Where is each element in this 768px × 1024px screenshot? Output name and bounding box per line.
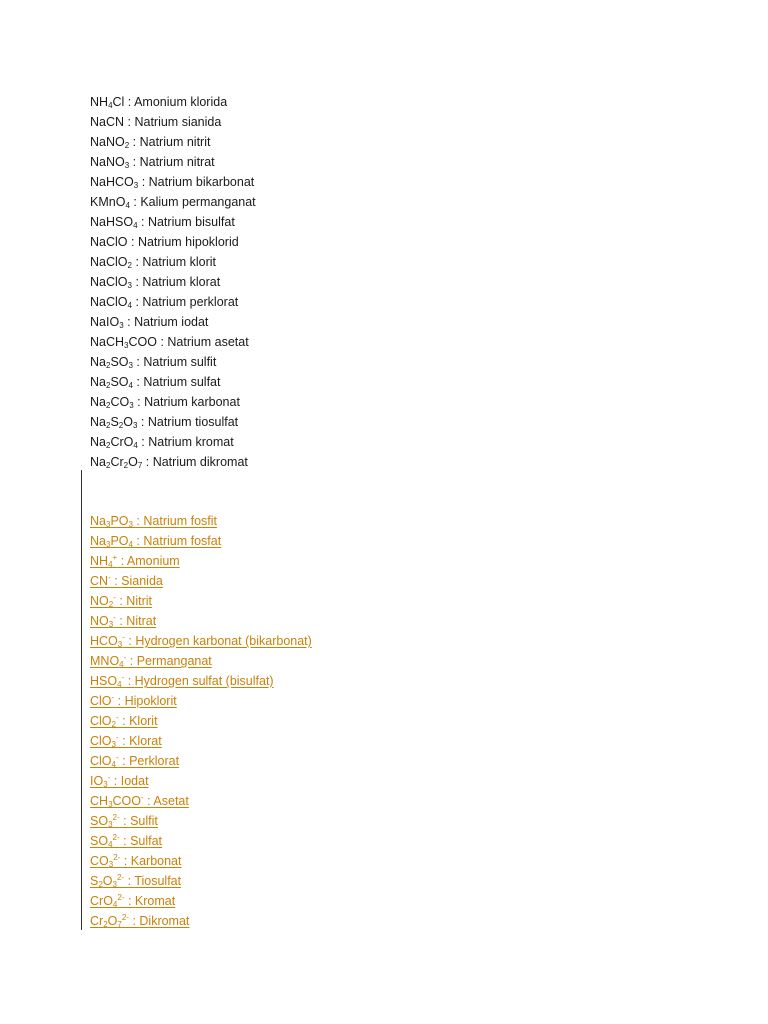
chemical-formula [90,295,132,309]
chemical-formula [90,694,114,708]
superscript: 2- [113,853,121,862]
chemical-formula [90,415,137,429]
compound-name: Sianida [121,574,163,588]
formula-text: Cr [110,455,124,469]
compound-name: Dikromat [139,914,190,928]
formula-text: Cr [90,914,104,928]
subscript: 3 [105,540,111,549]
compound-name: Natrium fosfit [143,514,218,528]
formula-text: HCO [90,634,118,648]
change-bar [81,470,82,930]
formula-text: ClO [90,734,112,748]
compound-name: Klorat [129,734,162,748]
chemical-formula [90,874,124,888]
subscript: 2 [108,600,114,609]
separator: : [124,874,135,888]
chemical-formula [90,255,132,269]
compound-name: Natrium dikromat [152,455,248,469]
chemical-formula [90,215,138,229]
separator: : [129,155,140,169]
formula-text: O [123,415,133,429]
separator: : [128,914,140,928]
separator: : [124,634,136,648]
separator: : [129,135,140,149]
subscript: 3 [108,620,114,629]
chemical-formula [90,175,138,189]
subscript: 4 [128,540,133,549]
compound-row [90,112,256,132]
subscript: 3 [103,780,108,789]
chemical-formula [90,335,157,349]
ion-row [90,691,312,711]
subscript: 3 [105,520,111,529]
separator: : [132,375,144,389]
separator: : [117,554,127,568]
subscript: 3 [124,161,130,170]
subscript: 4 [125,201,130,210]
compound-row [90,252,256,272]
chemical-formula [90,235,128,249]
compound-name: Natrium perklorat [142,295,239,309]
separator: : [115,594,127,608]
superscript: - [115,753,119,762]
ion-row [90,711,312,731]
ion-row [90,671,312,691]
separator: : [132,514,144,528]
formula-text: NaHCO [90,175,134,189]
separator: : [123,315,135,329]
separator: : [110,774,121,788]
separator: : [126,654,137,668]
formula-text: IO [90,774,104,788]
formula-text: CrO [110,435,134,449]
separator: : [118,754,130,768]
superscript: - [121,673,125,682]
compound-name: Amonium [126,554,180,568]
ion-row [90,651,312,671]
ion-row [90,731,312,751]
separator: : [131,275,143,289]
chemical-formula [90,534,133,548]
formula-text: NaClO [90,295,128,309]
superscript: - [108,573,111,582]
chemical-formula [90,894,125,908]
ion-row [90,871,312,891]
formula-text: O [128,455,138,469]
formula-text: NO [90,614,109,628]
formula-text: NO [90,594,109,608]
separator: : [110,574,122,588]
compound-name: Natrium sulfit [143,355,217,369]
chemical-formula [90,375,133,389]
subscript: 3 [129,401,134,410]
formula-text: NaClO [90,255,128,269]
chemical-formula [90,774,110,788]
compound-name: Natrium sianida [134,115,222,129]
formula-text: CN [90,574,109,588]
superscript: 2- [121,913,129,922]
ion-list [90,511,312,931]
formula-text: S [110,415,119,429]
superscript: - [115,713,119,722]
formula-text: ClO [90,714,112,728]
subscript: 3 [119,321,124,330]
separator: : [137,215,148,229]
subscript: 7 [117,920,122,929]
separator: : [127,235,138,249]
ion-row [90,751,312,771]
chemical-formula [90,435,138,449]
separator: : [119,814,131,828]
formula-text: NaNO [90,135,125,149]
compound-name: Kromat [134,894,176,908]
superscript: - [123,653,127,662]
formula-text: Na [90,455,106,469]
separator: : [124,115,135,129]
compound-name: Karbonat [130,854,182,868]
subscript: 4 [119,660,124,669]
separator: : [133,395,145,409]
separator: : [142,455,153,469]
compound-name: Perklorat [129,754,180,768]
subscript: 3 [117,640,123,649]
formula-text: Na [90,415,106,429]
compound-name: Natrium nitrit [139,135,211,149]
ion-row [90,531,312,551]
formula-text: Na [90,435,106,449]
separator: : [129,195,141,209]
subscript: 3 [128,361,133,370]
separator: : [115,614,127,628]
superscript: - [122,633,125,642]
subscript: 4 [133,221,138,230]
superscript: - [111,693,115,702]
chemical-formula [90,634,125,648]
compound-name: Natrium asetat [167,335,249,349]
subscript: 4 [133,441,138,450]
compound-row [90,152,256,172]
separator: : [131,255,143,269]
subscript: 2 [103,920,108,929]
formula-text: O [107,914,118,928]
chemical-formula [90,155,129,169]
formula-text: Na [90,534,106,548]
separator: : [143,794,154,808]
compound-row [90,412,256,432]
superscript: - [113,613,116,622]
subscript: 2 [127,261,132,270]
formula-text: NaNO [90,155,125,169]
formula-text: NaCH [90,335,125,349]
formula-text: SO [110,355,129,369]
subscript: 2 [98,880,103,889]
superscript: 2- [112,833,120,842]
subscript: 2 [123,461,129,470]
compound-row [90,212,256,232]
compound-row [90,312,256,332]
subscript: 4 [111,760,116,769]
subscript: 3 [132,421,138,430]
compound-name: Sulfat [130,834,163,848]
ion-row [90,791,312,811]
superscript: - [107,773,111,782]
ion-row [90,631,312,651]
superscript: 2- [117,893,125,902]
subscript: 2 [105,401,111,410]
formula-text: CO [90,854,109,868]
compound-name: Hipoklorit [124,694,177,708]
ion-row [90,811,312,831]
compound-name: Natrium iodat [134,315,209,329]
compound-name: Permanganat [136,654,212,668]
formula-text: HSO [90,674,118,688]
separator: : [156,335,168,349]
formula-text: NaClO [90,275,128,289]
ion-row [90,571,312,591]
formula-text: CO [110,395,130,409]
chemical-formula [90,834,120,848]
subscript: 2 [105,421,111,430]
compound-name: Natrium bikarbonat [148,175,255,189]
compound-name: Natrium kromat [148,435,234,449]
chemical-formula [90,275,132,289]
superscript: 2- [112,813,120,822]
formula-text: NH [90,95,109,109]
subscript: 4 [108,101,113,110]
formula-text: CrO [90,894,113,908]
chemical-formula [90,754,119,768]
formula-text: MNO [90,654,120,668]
compound-name: Iodat [120,774,149,788]
subscript: 2 [105,381,111,390]
subscript: 3 [108,800,113,809]
compound-row [90,332,256,352]
ion-row [90,611,312,631]
compound-row [90,432,256,452]
compound-name: Hydrogen sulfat (bisulfat) [134,674,274,688]
superscript: 2- [116,873,125,882]
chemical-formula [90,714,119,728]
formula-text: ClO [90,694,112,708]
subscript: 7 [137,461,143,470]
separator: : [114,694,125,708]
compound-name: Nitrat [126,614,157,628]
formula-text: Na [90,395,106,409]
formula-text: SO [90,814,109,828]
chemical-formula [90,914,129,928]
compound-name: Natrium nitrat [139,155,215,169]
formula-text: Na [90,375,106,389]
separator: : [119,834,131,848]
chemical-formula [90,554,117,568]
compound-name: Natrium hipoklorid [137,235,239,249]
subscript: 4 [117,680,122,689]
compound-name: Klorit [129,714,158,728]
ion-row [90,511,312,531]
subscript: 3 [108,820,113,829]
formula-text: CH [90,794,109,808]
formula-text: SO [90,834,109,848]
ion-row [90,551,312,571]
compound-row [90,272,256,292]
compound-name: Kalium permanganat [140,195,256,209]
compound-name: Tiosulfat [134,874,182,888]
formula-text: PO [110,534,129,548]
ion-row [90,911,312,931]
formula-text: NaClO [90,235,128,249]
subscript: 3 [127,281,132,290]
formula-text: PO [110,514,129,528]
subscript: 2 [105,361,111,370]
chemical-formula [90,135,129,149]
subscript: 3 [111,740,116,749]
separator: : [132,534,144,548]
formula-text: ClO [90,754,112,768]
separator: : [137,415,148,429]
chemical-formula [90,514,133,528]
formula-text: NaHSO [90,215,134,229]
chemical-formula [90,315,124,329]
compound-row [90,172,256,192]
formula-text: SO [110,375,129,389]
compound-name: Natrium fosfat [143,534,222,548]
separator: : [124,894,135,908]
subscript: 3 [128,520,133,529]
chemical-formula [90,734,119,748]
chemical-formula [90,355,133,369]
ion-row [90,891,312,911]
subscript: 4 [108,560,113,569]
subscript: 3 [133,181,139,190]
subscript: 3 [108,860,114,869]
separator: : [124,95,135,109]
separator: : [132,355,144,369]
compound-row [90,452,256,472]
separator: : [118,734,130,748]
compound-name: Natrium bisulfat [147,215,235,229]
separator: : [138,175,149,189]
compound-name: Natrium karbonat [144,395,240,409]
formula-text: NH [90,554,109,568]
compound-name: Sulfit [130,814,158,828]
compound-row [90,292,256,312]
subscript: 4 [128,381,133,390]
subscript: 4 [127,301,132,310]
formula-text: Na [90,514,106,528]
subscript: 4 [112,900,118,909]
chemical-formula [90,654,126,668]
subscript: 2 [118,421,124,430]
chemical-formula [90,395,134,409]
compound-name: Hydrogen karbonat (bikarbonat) [135,634,312,648]
compound-row [90,232,256,252]
chemical-formula [90,115,124,129]
superscript: - [113,593,116,602]
formula-text: Cl [112,95,125,109]
subscript: 3 [112,880,117,889]
superscript: - [141,793,144,802]
subscript: 2 [111,720,116,729]
compound-row [90,132,256,152]
separator: : [120,854,131,868]
compound-name: Asetat [153,794,189,808]
compound-row [90,392,256,412]
compound-name: Natrium klorat [142,275,221,289]
subscript: 4 [108,840,113,849]
separator: : [118,714,130,728]
compound-name: Natrium klorit [142,255,217,269]
subscript: 2 [105,461,111,470]
chemical-formula [90,814,120,828]
ion-row [90,831,312,851]
formula-text: S [90,874,99,888]
chemical-formula [90,854,120,868]
superscript: + [112,553,118,562]
compound-row [90,372,256,392]
compound-row [90,192,256,212]
ion-row [90,591,312,611]
formula-text: NaIO [90,315,120,329]
separator: : [137,435,149,449]
separator: : [131,295,143,309]
subscript: 2 [105,441,111,450]
ion-row [90,851,312,871]
chemical-formula [90,674,124,688]
compound-name: Amonium klorida [134,95,228,109]
chemical-formula [90,594,116,608]
chemical-formula [90,574,111,588]
compound-name: Nitrit [126,594,152,608]
chemical-formula [90,794,144,808]
chemical-formula [90,455,142,469]
formula-text: O [102,874,113,888]
compound-list [90,92,256,472]
compound-row [90,92,256,112]
formula-text: COO [112,794,141,808]
formula-text: Na [90,355,106,369]
chemical-formula [90,195,130,209]
compound-name: Natrium tiosulfat [147,415,239,429]
superscript: - [115,733,119,742]
chemical-formula [90,614,116,628]
separator: : [124,674,135,688]
formula-text: NaCN [90,115,125,129]
formula-text: KMnO [90,195,126,209]
compound-name: Natrium sulfat [143,375,221,389]
formula-text: COO [128,335,157,349]
subscript: 3 [124,341,129,350]
chemical-formula [90,95,124,109]
subscript: 2 [124,141,130,150]
compound-row [90,352,256,372]
ion-row [90,771,312,791]
